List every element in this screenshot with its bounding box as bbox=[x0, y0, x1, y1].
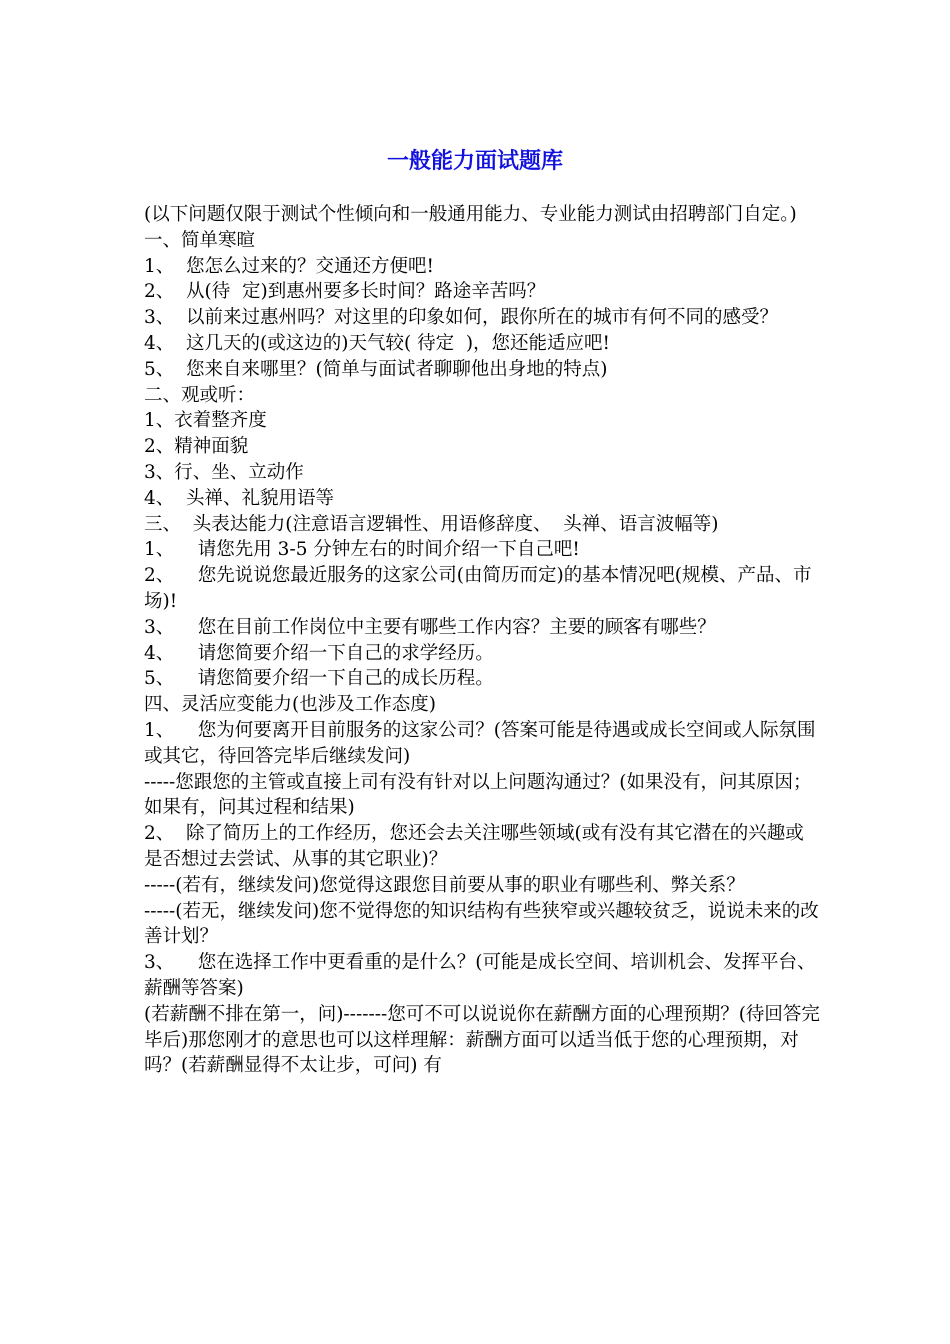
list-item: 2、精神面貌 bbox=[144, 436, 249, 458]
list-item: -----您跟您的主管或直接上司有没有针对以上问题沟通过？(如果没有，问其原因；如果有，问其过程和结果) bbox=[144, 771, 812, 819]
list-item: 2、 除了简历上的工作经历，您还会去关注哪些领域(或有没有其它潜在的兴趣或是否想过去尝试、从事的其它职业)？ bbox=[144, 823, 804, 870]
list-item: 3、行、坐、立动作 bbox=[144, 461, 304, 483]
list-item: -----(若有，继续发问)您觉得这跟您目前要从事的职业有哪些利、弊关系？ bbox=[144, 874, 745, 896]
list-item: 1、衣着整齐度 bbox=[144, 410, 267, 432]
list-item: 1、 您为何要离开目前服务的这家公司？(答案可能是待遇或成长空间或人际氛围或其它，待回答完毕后继续发问) bbox=[144, 719, 816, 767]
section-heading: 四、灵活应变能力(也涉及工作态度) bbox=[144, 694, 436, 716]
list-item: 4、 这几天的(或这边的)天气较( 待定 )，您还能适应吧! bbox=[144, 332, 610, 354]
list-item: 3、 以前来过惠州吗？对这里的印象如何，跟你所在的城市有何不同的感受？ bbox=[144, 307, 779, 329]
list-item: 4、 请您简要介绍一下自己的求学经历。 bbox=[144, 642, 494, 664]
list-item: 1、 请您先用 3-5 分钟左右的时间介绍一下自己吧! bbox=[144, 539, 580, 561]
list-item: 5、 请您简要介绍一下自己的成长历程。 bbox=[144, 668, 494, 690]
list-item: 2、 您先说说您最近服务的这家公司(由简历而定)的基本情况吧(规模、产品、市场)! bbox=[144, 565, 812, 612]
intro-paragraph: (以下问题仅限于测试个性倾向和一般通用能力、专业能力测试由招聘部门自定。) bbox=[144, 204, 797, 225]
section-heading: 二、观或听： bbox=[144, 384, 256, 406]
list-item: 5、 您来自来哪里？(简单与面试者聊聊他出身地的特点) bbox=[144, 358, 608, 380]
list-item: (若薪酬不排在第一，问)-------您可不可以说说你在薪酬方面的心理预期？(待回答完毕后)那您刚才的意思也可以这样理解：薪酬方面可以适当低于您的心理预期，对吗？(若薪酬显得不太让步，可问) 有 bbox=[144, 1003, 820, 1077]
document-body bbox=[144, 202, 820, 1079]
list-item: 4、 头禅、礼貌用语等 bbox=[144, 487, 335, 509]
list-item: 2、 从(待 定)到惠州要多长时间？路途辛苦吗？ bbox=[144, 281, 546, 303]
document-title: 一般能力面试题库 bbox=[386, 148, 563, 174]
list-item: 3、 您在选择工作中更看重的是什么？(可能是成长空间、培训机会、发挥平台、薪酬等答案) bbox=[144, 952, 816, 999]
list-item: -----(若无，继续发问)您不觉得您的知识结构有些狭窄或兴趣较贫乏，说说未来的改善计划？ bbox=[144, 900, 819, 948]
list-item: 3、 您在目前工作岗位中主要有哪些工作内容？主要的顾客有哪些？ bbox=[144, 616, 716, 638]
section-heading: 一、简单寒暄 bbox=[144, 229, 256, 251]
section-heading: 三、 头表达能力(注意语言逻辑性、用语修辞度、 头禅、语言波幅等) bbox=[144, 513, 719, 535]
list-item: 1、 您怎么过来的？交通还方便吧! bbox=[144, 255, 434, 277]
